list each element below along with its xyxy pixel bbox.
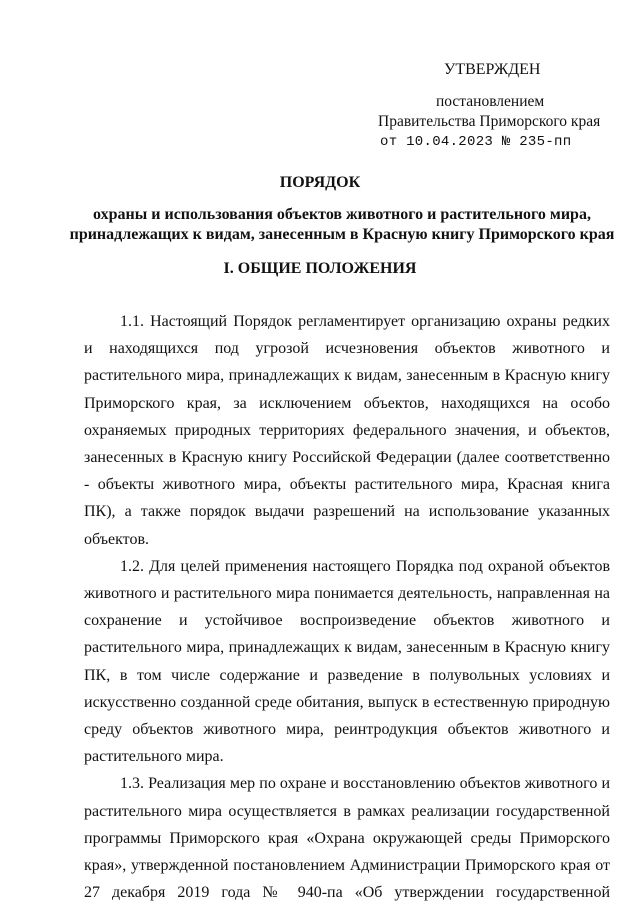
subtitle-line: принадлежащих к видам, занесенным в Красную книгу Приморского края (69, 226, 615, 243)
approval-date: от 10.04.2023 № 235-пп (380, 134, 572, 150)
subtitle-line: охраны и использования объектов животного и растительного мира, (93, 206, 591, 223)
paragraph-1-1: 1.1. Настоящий Порядок регламентирует организацию охраны редких и находящихся под угрозой исчезновения объектов животного и растительного мира, принадлежащих к видам, занесенным в Красную книгу Приморского края, за исключением объектов, находящихся на особо охраняемых природных территориях федерального значения, и объектов, занесенных в Красную книгу Российской Федерации (далее соответственно - объекты животного мира, объекты растительного мира, Красная книга ПК), а также порядок выдачи разрешений на использование указанных объектов. (84, 313, 610, 548)
approval-by: постановлением (436, 93, 545, 110)
document-body (84, 308, 610, 906)
document-subtitle (40, 205, 640, 245)
paragraph-1-2: 1.2. Для целей применения настоящего Порядка под охраной объектов животного и растительного мира понимается деятельность, направленная на сохранение и устойчивое воспроизведение объектов животного и растительного мира, принадлежащих к видам, занесенным в Красную книгу ПК, в том числе содержание и разведение в полувольных условиях и искусственно созданной среде обитания, выпуск в естественную природную среду объектов животного мира, реинтродукция объектов животного и растительного мира. (84, 557, 610, 766)
approval-heading: УТВЕРЖДЕН (444, 61, 541, 78)
section-heading: I. ОБЩИЕ ПОЛОЖЕНИЯ (223, 260, 417, 277)
approval-block (360, 60, 620, 152)
approval-government: Правительства Приморского края (378, 113, 601, 130)
paragraph-1-3: 1.3. Реализация мер по охране и восстановлению объектов животного и растительного мира осуществляется в рамках реализации государственной программы Приморского края «Охрана окружающей среды Приморского края», утвержденной постановлением Администрации Приморского края от 27 декабря 2019 года № 940-па «Об утверждении государственной (84, 775, 610, 902)
document-title: ПОРЯДОК (279, 174, 361, 191)
